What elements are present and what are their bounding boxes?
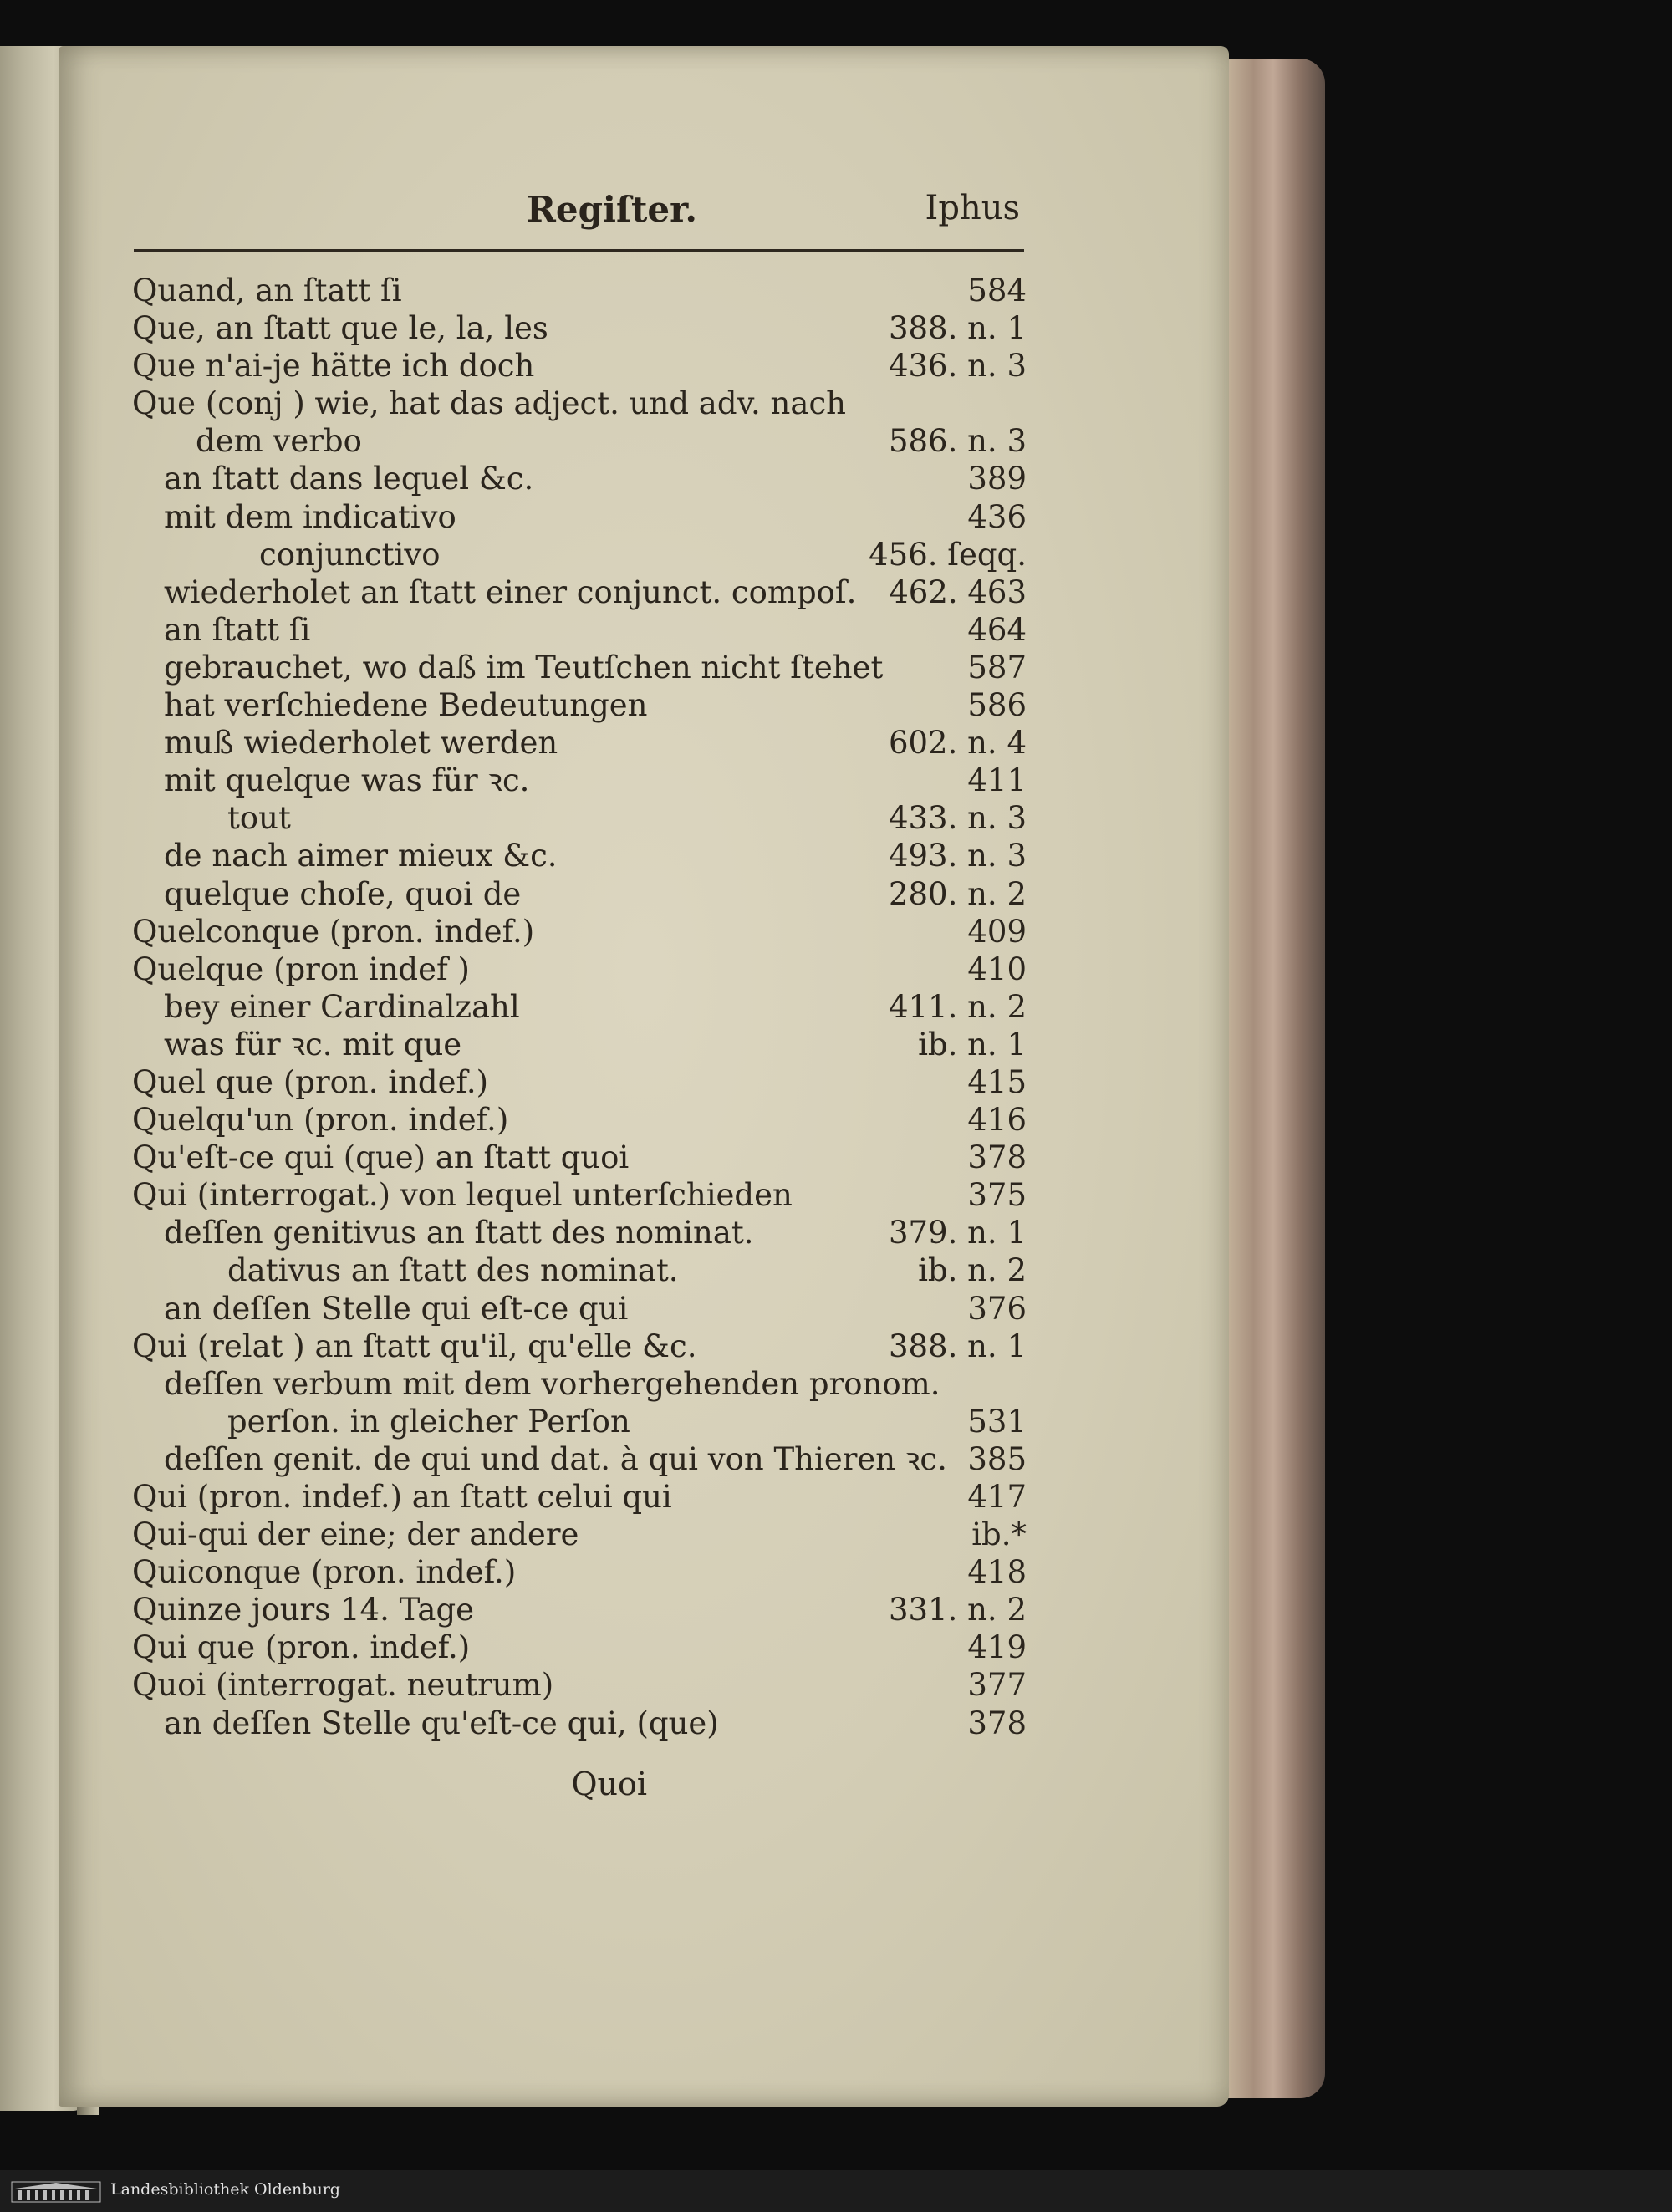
entry-page-reference: 378 <box>967 1705 1027 1741</box>
register-entry <box>132 1251 1027 1289</box>
entry-term: an deſſen Stelle qu'eſt-ce qui, (que) <box>164 1705 719 1741</box>
entry-page-reference: 587 <box>967 649 1027 686</box>
register-entry <box>132 1440 1027 1478</box>
entry-page-reference: 418 <box>967 1554 1027 1591</box>
entry-page-reference: 436. n. 3 <box>888 348 1027 385</box>
library-building-logo-icon <box>10 2179 102 2204</box>
entry-term: conjunctivo <box>259 536 441 573</box>
entry-term: dativus an ſtatt des nominat. <box>227 1252 679 1289</box>
register-entry <box>132 1628 1027 1666</box>
entry-term: deſſen verbum mit dem vorhergehenden pronom. <box>164 1365 940 1402</box>
entry-term: Que n'ai-je hätte ich doch <box>132 348 535 385</box>
header-catchword: Iphus <box>925 189 1020 227</box>
entry-term: hat verſchiedene Bedeutungen <box>164 687 648 724</box>
entry-term: an deſſen Stelle qui eſt-ce qui <box>164 1290 629 1327</box>
register-entry <box>132 762 1027 799</box>
register-entry <box>132 837 1027 874</box>
entry-page-reference: 385 <box>967 1440 1027 1477</box>
entry-term: mit dem indicativo <box>164 498 456 535</box>
register-entry <box>132 1176 1027 1214</box>
entry-term: Qui-qui der eine; der andere <box>132 1516 579 1553</box>
register-entry <box>132 1403 1027 1440</box>
entry-term: mit quelque was für ꝛc. <box>164 762 530 799</box>
register-entry <box>132 1063 1027 1101</box>
entry-page-reference: 584 <box>967 273 1027 308</box>
entry-term: was für ꝛc. mit que <box>164 1026 462 1063</box>
entry-term: an ſtatt dans lequel &c. <box>164 461 534 497</box>
entry-term: tout <box>227 800 291 837</box>
entry-page-reference: 280. n. 2 <box>888 875 1027 912</box>
register-entry <box>132 309 1027 347</box>
entry-page-reference: 411. n. 2 <box>888 988 1027 1025</box>
entry-term: Qu'eſt-ce qui (que) an ſtatt quoi <box>132 1139 630 1176</box>
entry-page-reference: ib. n. 1 <box>918 1026 1027 1063</box>
entry-page-reference: 331. n. 2 <box>888 1592 1027 1628</box>
register-entry <box>132 875 1027 913</box>
entry-page-reference: 375 <box>967 1177 1027 1214</box>
entry-term: Quinze jours 14. Tage <box>132 1592 475 1628</box>
entry-page-reference: 415 <box>967 1063 1027 1100</box>
entry-page-reference: 416 <box>967 1102 1027 1139</box>
register-entry <box>132 422 1027 460</box>
entry-page-reference: 462. 463 <box>889 573 1027 610</box>
entry-page-reference: 602. n. 4 <box>888 725 1027 762</box>
entry-page-reference: 456. ſeqq. <box>869 536 1027 573</box>
register-entry <box>132 347 1027 385</box>
entry-term: Qui que (pron. indef.) <box>132 1629 471 1666</box>
entry-term: Qui (pron. indef.) an ſtatt celui qui <box>132 1479 672 1515</box>
entry-page-reference: 376 <box>967 1290 1027 1327</box>
register-entry <box>132 951 1027 988</box>
entry-page-reference: 378 <box>967 1139 1027 1176</box>
entry-page-reference: 417 <box>967 1479 1027 1515</box>
register-entry <box>132 724 1027 762</box>
entry-term: Quel que (pron. indef.) <box>132 1063 489 1100</box>
register-entry <box>132 385 1027 422</box>
register-entry <box>132 1705 1027 1742</box>
page-header <box>134 184 1020 234</box>
register-entries <box>132 272 1027 1742</box>
entry-page-reference: 493. n. 3 <box>888 838 1027 874</box>
entry-page-reference: 411 <box>967 762 1027 799</box>
entry-page-reference: ib.* <box>971 1516 1027 1553</box>
entry-term: gebrauchet, wo daß im Teutſchen nicht ſtehet <box>164 649 884 686</box>
entry-term: muß wiederholet werden <box>164 725 558 762</box>
entry-term: Quand, an ſtatt ſi <box>132 273 402 308</box>
register-entry <box>132 1478 1027 1516</box>
entry-page-reference: 433. n. 3 <box>888 800 1027 837</box>
register-entry <box>132 1553 1027 1591</box>
entry-term: Quoi (interrogat. neutrum) <box>132 1667 554 1704</box>
footer-library-label: Landesbibliothek Oldenburg <box>110 2180 340 2199</box>
entry-page-reference: 419 <box>967 1629 1027 1666</box>
entry-term: deſſen genit. de qui und dat. à qui von Thieren ꝛc. <box>164 1440 947 1477</box>
entry-page-reference: 586. n. 3 <box>888 423 1027 460</box>
register-entry <box>132 1101 1027 1139</box>
entry-term: Que (conj ) wie, hat das adject. und adv. nach <box>132 385 846 422</box>
register-entry <box>132 611 1027 649</box>
entry-page-reference: 389 <box>967 461 1027 497</box>
entry-page-reference: 436 <box>967 498 1027 535</box>
register-entry <box>132 913 1027 951</box>
entry-term: wiederholet an ſtatt einer conjunct. compoſ. <box>164 573 857 610</box>
entry-page-reference: 531 <box>967 1403 1027 1440</box>
entry-term: de nach aimer mieux &c. <box>164 838 558 874</box>
register-entry <box>132 1666 1027 1704</box>
entry-term: Qui (interrogat.) von lequel unterſchieden <box>132 1177 793 1214</box>
register-entry <box>132 799 1027 837</box>
register-entry <box>132 1214 1027 1251</box>
register-entry <box>132 1328 1027 1365</box>
entry-term: Quiconque (pron. indef.) <box>132 1554 517 1591</box>
entry-page-reference: 409 <box>967 913 1027 950</box>
entry-term: Que, an ſtatt que le, la, les <box>132 310 548 347</box>
entry-page-reference: 586 <box>967 687 1027 724</box>
register-entry <box>132 1591 1027 1628</box>
entry-term: perſon. in gleicher Perſon <box>227 1403 630 1440</box>
entry-term: Quelqu'un (pron. indef.) <box>132 1102 509 1139</box>
register-entry <box>132 1139 1027 1176</box>
register-entry <box>132 649 1027 686</box>
header-rule <box>134 249 1024 252</box>
register-entry <box>132 1290 1027 1328</box>
entry-term: an ſtatt ſi <box>164 611 311 648</box>
page-title: Regiſter. <box>527 189 698 230</box>
register-entry <box>132 460 1027 497</box>
register-entry <box>132 573 1027 611</box>
entry-term: Quelconque (pron. indef.) <box>132 913 535 950</box>
register-entry <box>132 272 1027 309</box>
entry-page-reference: 464 <box>967 611 1027 648</box>
entry-page-reference: 388. n. 1 <box>888 1328 1027 1364</box>
page-catchword: Quoi <box>571 1766 647 1802</box>
register-entry <box>132 1026 1027 1063</box>
register-entry <box>132 686 1027 724</box>
register-entry <box>132 536 1027 573</box>
entry-page-reference: 410 <box>967 951 1027 987</box>
entry-page-reference: 388. n. 1 <box>888 310 1027 347</box>
entry-term: Qui (relat ) an ſtatt qu'il, qu'elle &c. <box>132 1328 697 1364</box>
entry-page-reference: 377 <box>967 1667 1027 1704</box>
entry-page-reference: ib. n. 2 <box>918 1252 1027 1289</box>
register-entry <box>132 1516 1027 1553</box>
entry-term: dem verbo <box>196 423 362 460</box>
entry-term: bey einer Cardinalzahl <box>164 988 520 1025</box>
entry-term: deſſen genitivus an ſtatt des nominat. <box>164 1215 754 1251</box>
register-entry <box>132 498 1027 536</box>
register-entry <box>132 988 1027 1026</box>
entry-page-reference: 379. n. 1 <box>888 1215 1027 1251</box>
footer-bar <box>0 2170 1672 2212</box>
entry-term: quelque choſe, quoi de <box>164 875 522 912</box>
entry-term: Quelque (pron indef ) <box>132 951 470 987</box>
register-entry <box>132 1365 1027 1403</box>
